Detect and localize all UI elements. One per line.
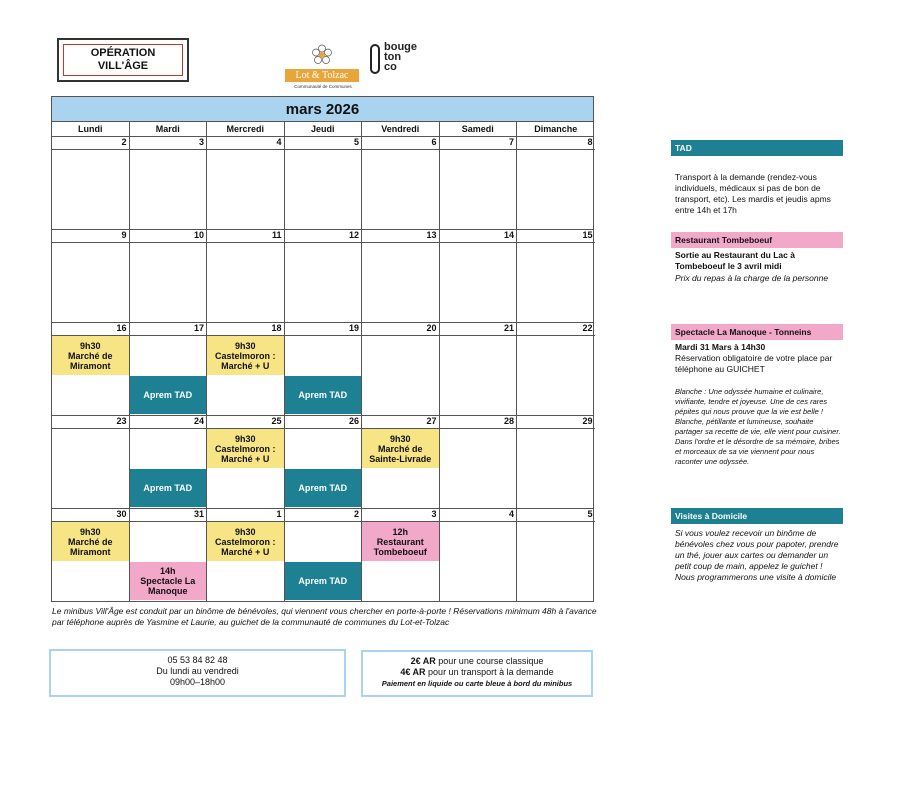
day-number: 25: [271, 416, 282, 426]
page-title: OPÉRATION VILL'ÂGE: [63, 44, 183, 76]
day-number-divider: [440, 242, 517, 243]
day-number: 16: [116, 323, 127, 333]
day-number: 23: [116, 416, 127, 426]
day-number: 6: [431, 137, 437, 147]
event-block: Aprem TAD: [285, 376, 362, 414]
day-cell: [440, 416, 518, 508]
day-number-divider: [285, 149, 362, 150]
day-cell: [52, 416, 130, 508]
day-header: Mercredi: [207, 122, 285, 136]
day-number: 12: [348, 230, 359, 240]
day-number: 9: [121, 230, 127, 240]
event-block: 9h30 Marché de Sainte-Livrade: [362, 429, 439, 468]
day-number: 3: [431, 509, 437, 519]
day-cell: [362, 509, 440, 601]
day-cell: [440, 323, 518, 415]
day-cell: [52, 323, 130, 415]
day-cell: [207, 509, 285, 601]
day-number: 20: [426, 323, 437, 333]
day-number-divider: [362, 149, 439, 150]
spectacle-description: Blanche : Une odyssée humaine et culinaire, vivifiante, tendre et joyeuse. Une de ces rares pépites qui nous prouve que la vie est belle ! Blanche, pétillante et lumineuse, souhaite partager sa recette de vie, elle vient pour cuisiner. Dans l'ordre et le désordre de sa mémoire, bribes et morceaux de sa vie viennent pour nous raconter une odyssée.: [675, 387, 841, 466]
day-number: 27: [426, 416, 437, 426]
day-header: Samedi: [440, 122, 518, 136]
day-cell: [207, 416, 285, 508]
day-cell: [362, 137, 440, 229]
day-number: 13: [426, 230, 437, 240]
day-header: Vendredi: [362, 122, 440, 136]
event-block: 9h30 Castelmoron : Marché + U: [207, 429, 284, 468]
day-cell: [517, 137, 595, 229]
event-block: 9h30 Marché de Miramont: [52, 336, 129, 375]
event-block: 9h30 Castelmoron : Marché + U: [207, 336, 284, 375]
day-cell: [517, 230, 595, 322]
event-block: 9h30 Marché de Miramont: [52, 522, 129, 561]
day-number-divider: [130, 521, 207, 522]
payment-note: Paiement en liquide ou carte bleue à bord du minibus: [381, 679, 573, 688]
day-number: 29: [582, 416, 593, 426]
day-number-divider: [52, 149, 129, 150]
restaurant-heading: Restaurant Tombeboeuf: [671, 232, 843, 248]
day-number-divider: [52, 428, 129, 429]
day-number-divider: [440, 335, 517, 336]
day-header: Dimanche: [534, 124, 578, 134]
day-cell: [285, 230, 363, 322]
day-header: Jeudi: [285, 122, 363, 136]
day-number-divider: [130, 149, 207, 150]
price-line-tad: 4€ AR pour un transport à la demande: [400, 667, 554, 677]
calendar-week: [52, 509, 593, 601]
day-cell: [362, 230, 440, 322]
day-number-divider: [285, 428, 362, 429]
day-number-divider: [517, 521, 595, 522]
day-number: 21: [503, 323, 514, 333]
day-number: 10: [193, 230, 204, 240]
contact-days: Du lundi au vendredi: [156, 666, 239, 676]
day-number-divider: [517, 242, 595, 243]
contact-phone: 05 53 84 82 48: [167, 655, 228, 665]
day-number-divider: [517, 149, 595, 150]
day-number: 17: [193, 323, 204, 333]
day-cell: [207, 137, 285, 229]
day-cell: [440, 230, 518, 322]
day-number: 3: [198, 137, 204, 147]
day-number: 4: [508, 509, 514, 519]
lot-tolzac-logo: [283, 44, 363, 94]
contact-box: [49, 649, 346, 697]
day-cell: [130, 509, 208, 601]
day-number: 2: [353, 509, 359, 519]
day-number-divider: [362, 335, 439, 336]
day-cell: [440, 137, 518, 229]
day-number: 22: [582, 323, 593, 333]
bouge-ton-co-text: bouge ton co: [384, 41, 417, 73]
tad-heading: TAD: [671, 140, 843, 156]
day-cell: [440, 509, 518, 601]
day-cell: [207, 230, 285, 322]
calendar-week: [52, 230, 593, 323]
day-cell: [52, 230, 130, 322]
day-number-divider: [130, 428, 207, 429]
day-cell: [207, 323, 285, 415]
spectacle-date: Mardi 31 Mars à 14h30: [675, 342, 766, 352]
bouge-mark-icon: [370, 44, 380, 74]
flower-icon: [311, 44, 333, 66]
day-number: 7: [508, 137, 514, 147]
day-number: 18: [271, 323, 282, 333]
day-number-divider: [285, 521, 362, 522]
title-box: [57, 38, 189, 82]
contact-hours: 09h00–18h00: [169, 677, 226, 687]
visites-text: Si vous voulez recevoir un binôme de bénévoles chez vous pour papoter, prendre un thé, jouer aux cartes ou demander un petit coup de main, appelez le guichet ! Nous programmerons une visite à domicile: [675, 528, 839, 582]
day-number-divider: [52, 242, 129, 243]
day-cell: [517, 323, 595, 415]
day-headers: [52, 122, 593, 137]
calendar-week: [52, 323, 593, 416]
restaurant-italic: Prix du repas à la charge de la personne: [675, 273, 829, 283]
day-number-divider: [130, 242, 207, 243]
day-cell: [517, 416, 595, 508]
event-block: 14h Spectacle La Manoque: [130, 562, 207, 600]
restaurant-bold: Sortie au Restaurant du Lac à Tombeboeuf le 3 avril midi: [675, 250, 795, 271]
day-cell: [130, 137, 208, 229]
calendar: [51, 96, 594, 602]
day-cell: [130, 323, 208, 415]
bouge-ton-co-logo: [370, 41, 417, 84]
month-title: mars 2026: [52, 97, 593, 122]
day-cell: [517, 509, 595, 601]
day-cell: [52, 509, 130, 601]
day-number-divider: [440, 428, 517, 429]
day-number: 31: [193, 509, 204, 519]
day-number-divider: [285, 335, 362, 336]
day-number: 19: [348, 323, 359, 333]
day-number: 5: [587, 509, 593, 519]
day-number-divider: [517, 335, 595, 336]
minibus-note: Le minibus Vill'Âge est conduit par un binôme de bénévoles, qui viennent vous chercher en porte-à-porte ! Réservations minimum 48h à l'avance par téléphone auprès de Yasmine et Laurie, au guichet de la communauté de communes du Lot-et-Tolzac: [52, 606, 597, 627]
day-number-divider: [130, 335, 207, 336]
day-number: 14: [503, 230, 514, 240]
day-cell: [362, 323, 440, 415]
event-block: 9h30 Castelmoron : Marché + U: [207, 522, 284, 561]
tad-text: Transport à la demande (rendez-vous individuels, médicaux si pas de bon de transport, etc). Les mardis et jeudis apms entre 14h et 17h: [675, 172, 831, 215]
day-number: 28: [503, 416, 514, 426]
day-number-divider: [285, 242, 362, 243]
day-number: 5: [353, 137, 359, 147]
spectacle-text: Réservation obligatoire de votre place par téléphone au GUICHET: [675, 353, 833, 374]
day-number-divider: [207, 149, 284, 150]
event-block: Aprem TAD: [130, 469, 207, 507]
day-header: Lundi: [52, 122, 130, 136]
day-number-divider: [517, 428, 595, 429]
day-cell: [362, 416, 440, 508]
event-block: Aprem TAD: [285, 469, 362, 507]
visites-heading: Visites à Domicile: [671, 508, 843, 524]
day-number: 4: [276, 137, 282, 147]
day-cell: [285, 509, 363, 601]
event-block: Aprem TAD: [130, 376, 207, 414]
calendar-week: [52, 137, 593, 230]
day-number: 24: [193, 416, 204, 426]
day-number: 2: [121, 137, 127, 147]
day-cell: [52, 137, 130, 229]
day-cell: [285, 323, 363, 415]
price-box: [361, 650, 593, 697]
spectacle-heading: Spectacle La Manoque - Tonneins: [671, 324, 843, 340]
day-number: 1: [276, 509, 282, 519]
day-number: 26: [348, 416, 359, 426]
lot-tolzac-name: Lot & Tolzac: [285, 69, 359, 82]
day-number-divider: [362, 242, 439, 243]
day-number: 8: [587, 137, 593, 147]
day-number: 15: [582, 230, 593, 240]
day-number-divider: [207, 242, 284, 243]
event-block: 12h Restaurant Tombeboeuf: [362, 522, 439, 561]
day-cell: [285, 137, 363, 229]
day-cell: [285, 416, 363, 508]
day-number: 30: [116, 509, 127, 519]
day-number: 11: [271, 230, 282, 240]
day-cell: [130, 416, 208, 508]
calendar-weeks: [52, 137, 593, 601]
day-cell: [130, 230, 208, 322]
calendar-week: [52, 416, 593, 509]
lot-tolzac-subtitle: Communauté de Communes: [294, 84, 352, 89]
day-number-divider: [440, 521, 517, 522]
day-number-divider: [440, 149, 517, 150]
day-header: Mardi: [130, 122, 208, 136]
event-block: Aprem TAD: [285, 562, 362, 600]
price-line-classic: 2€ AR pour une course classique: [410, 656, 544, 666]
